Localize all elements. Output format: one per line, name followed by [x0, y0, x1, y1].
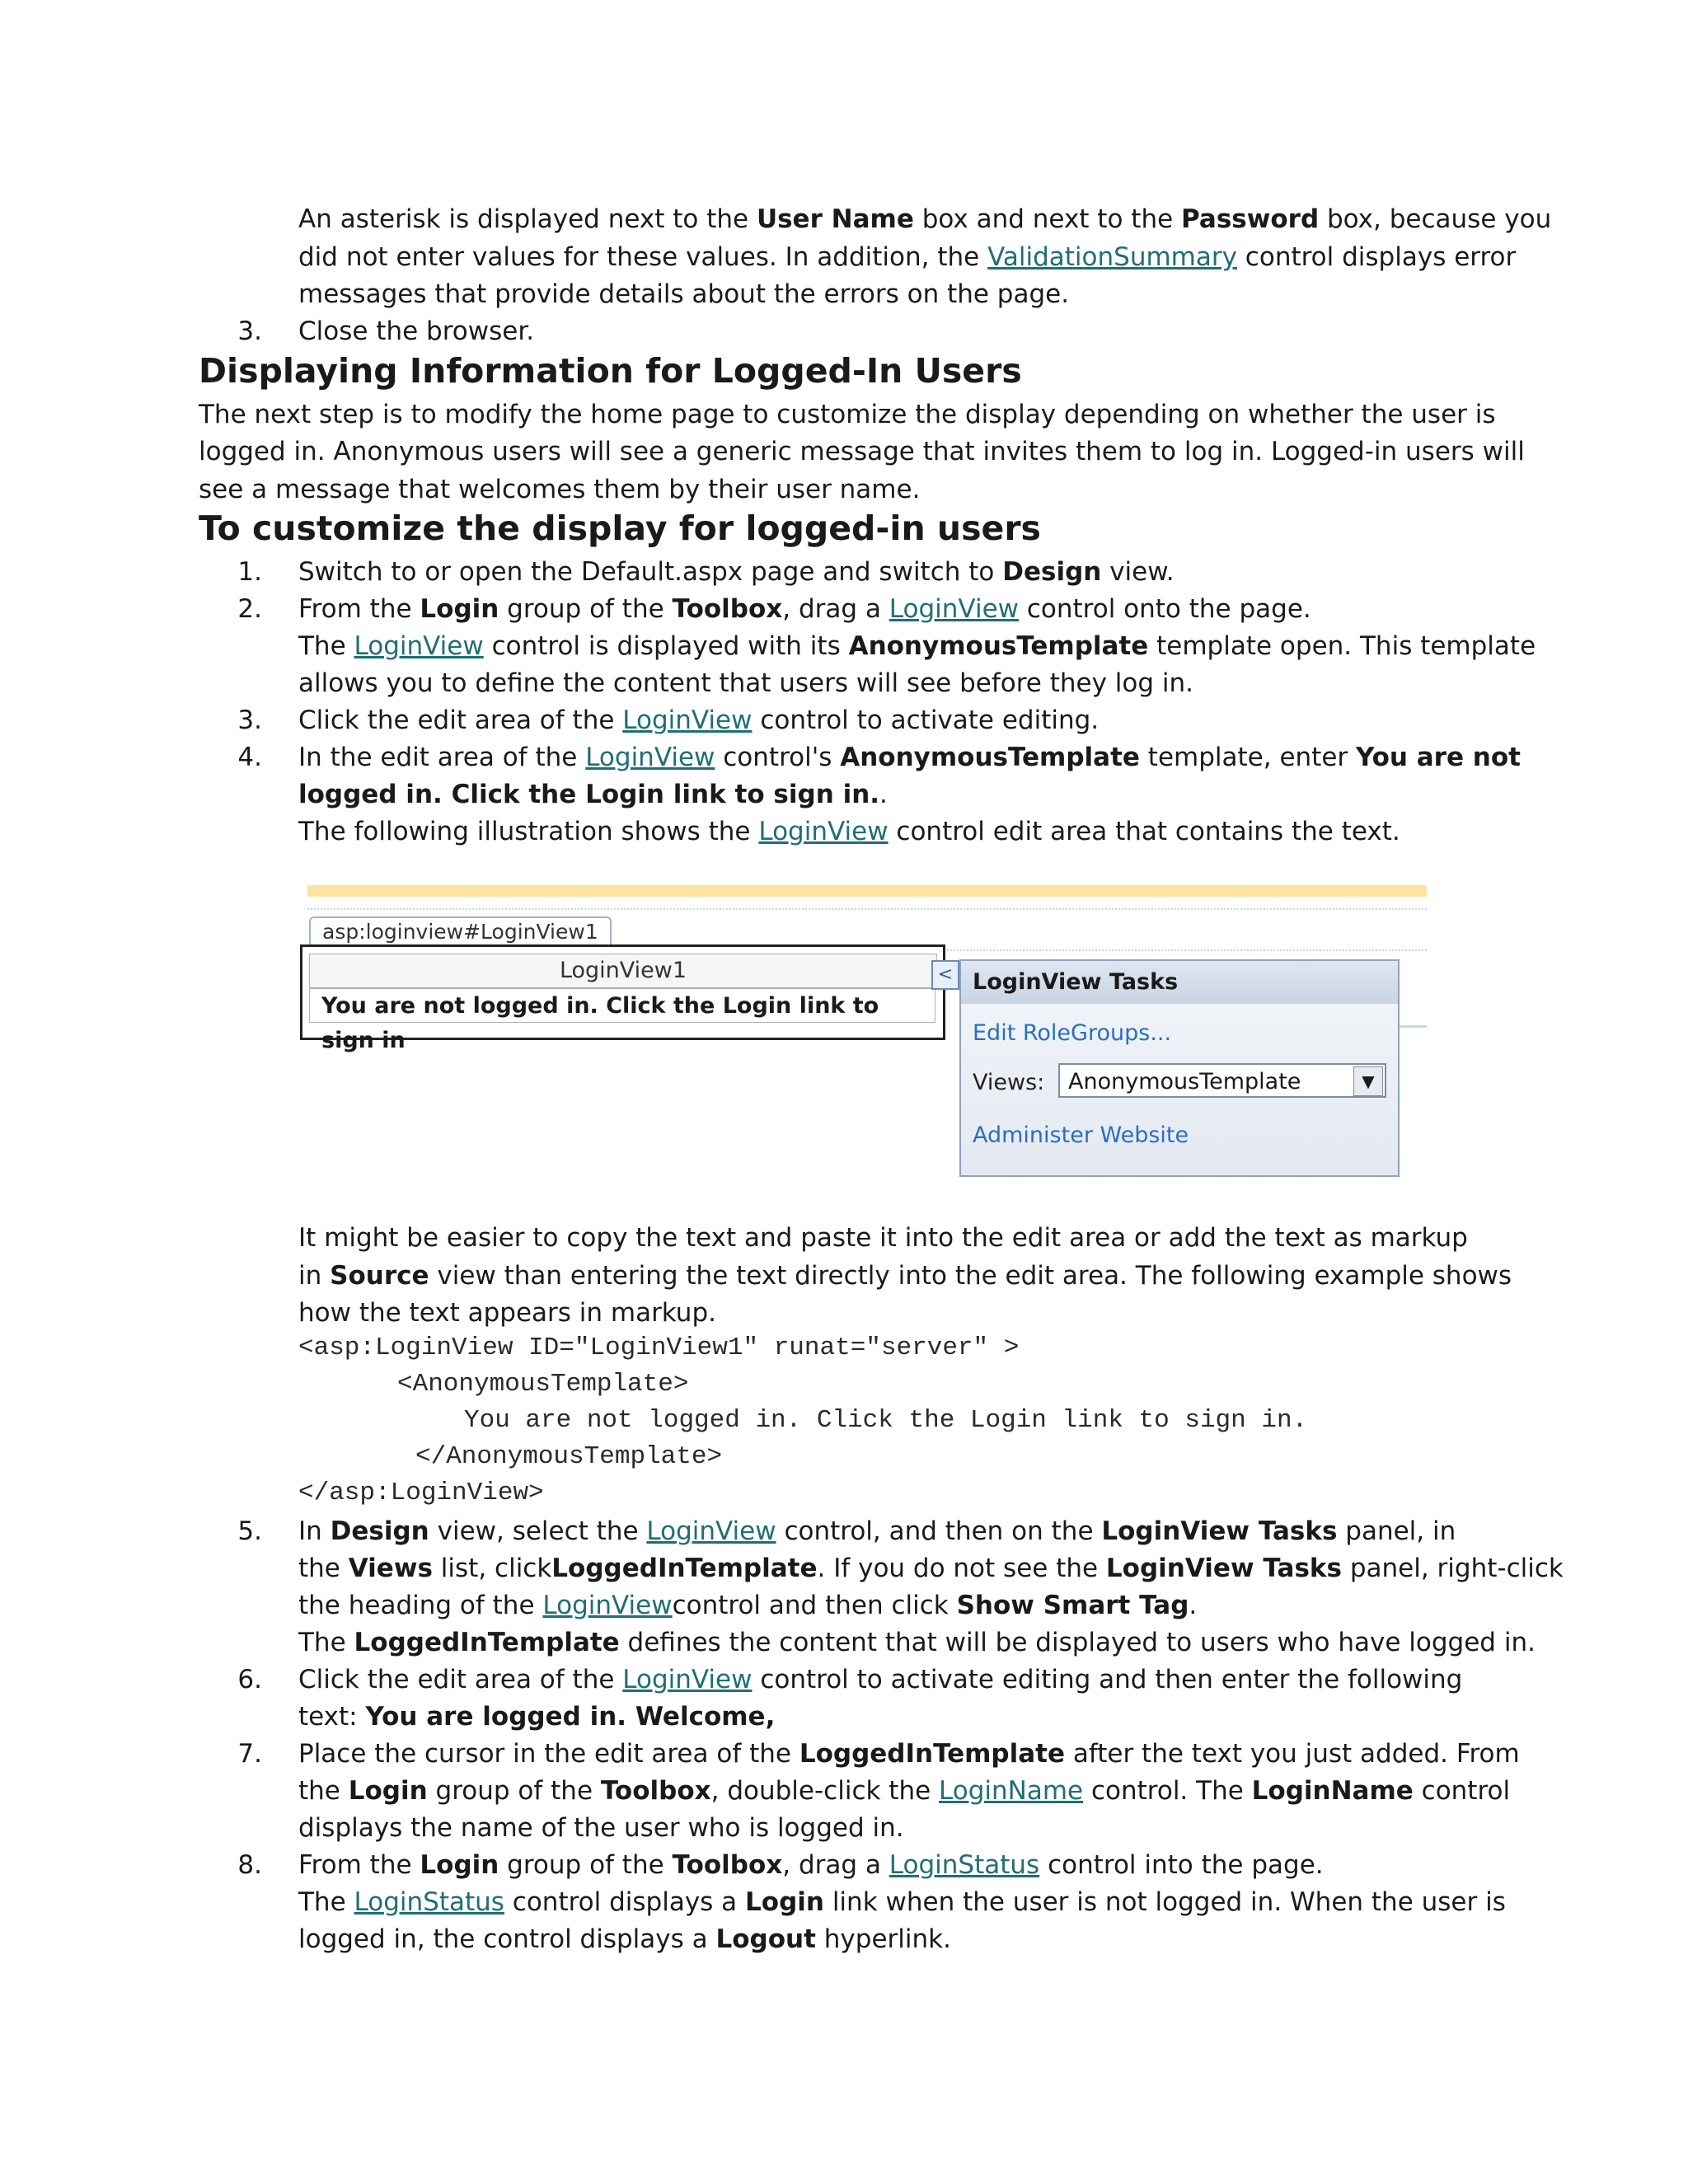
- text: control displays error: [1236, 242, 1517, 272]
- text: , drag a: [782, 1850, 889, 1880]
- code-line: <asp:LoginView ID="LoginView1" runat="server" >: [298, 1333, 1020, 1362]
- text: control, and then on the: [776, 1516, 1102, 1546]
- text: hyperlink.: [815, 1924, 951, 1954]
- term: Source: [330, 1261, 429, 1291]
- intro-line-1: [298, 201, 1551, 238]
- step-3: [298, 702, 1099, 739]
- step-number: 4.: [237, 743, 262, 772]
- step-6-line-2: [298, 1699, 775, 1736]
- paragraph-line: It might be easier to copy the text and paste it into the edit area or add the text as markup: [298, 1223, 1468, 1253]
- text: the heading of the: [298, 1591, 543, 1620]
- step-7-line-2: [298, 1773, 1510, 1810]
- text: control is displayed with its: [483, 631, 849, 661]
- text: Switch to or open the Default.aspx page and switch to: [298, 557, 1003, 587]
- step-2: [298, 591, 1311, 628]
- paragraph-line: [298, 1258, 1512, 1295]
- loginview-link[interactable]: LoginView: [622, 1665, 753, 1694]
- views-label: Views:: [973, 1070, 1045, 1095]
- loginview-screenshot: [300, 883, 1429, 1180]
- text: template open. This template: [1148, 631, 1536, 661]
- step-4: [298, 739, 1521, 776]
- text: .: [1189, 1591, 1198, 1620]
- text: group of the: [427, 1776, 601, 1806]
- text: defines the content that will be displayed to users who have logged in.: [619, 1628, 1536, 1657]
- views-select[interactable]: [1058, 1063, 1386, 1098]
- step-5-line-4: [298, 1624, 1536, 1661]
- control-tag-tab[interactable]: asp:loginview#LoginView1: [309, 916, 612, 946]
- step-7: [298, 1736, 1520, 1773]
- step-number: 6.: [237, 1665, 262, 1694]
- text: control to activate editing.: [752, 705, 1100, 735]
- text: control onto the page.: [1019, 594, 1311, 624]
- step-number: 3.: [237, 705, 262, 735]
- term: Views: [348, 1554, 433, 1583]
- term-user-name: User Name: [756, 204, 914, 234]
- administer-website-link[interactable]: Administer Website: [973, 1122, 1189, 1148]
- code-line: <AnonymousTemplate>: [397, 1370, 689, 1399]
- step-number: 7.: [237, 1739, 262, 1769]
- term: AnonymousTemplate: [848, 631, 1149, 661]
- intro-line-3: messages that provide details about the errors on the page.: [298, 279, 1070, 309]
- dropdown-arrow-icon[interactable]: ▼: [1353, 1066, 1383, 1096]
- tasks-panel-title: LoginView Tasks: [961, 961, 1398, 1004]
- text: template, enter: [1139, 743, 1356, 772]
- text: control edit area that contains the text.: [888, 817, 1400, 846]
- term: LoginView Tasks: [1101, 1516, 1338, 1546]
- loginview-control[interactable]: [300, 944, 945, 1053]
- text: list, click: [432, 1554, 552, 1583]
- designer-guide-line: [307, 908, 1427, 910]
- text: Place the cursor in the edit area of the: [298, 1739, 799, 1769]
- text: text:: [298, 1702, 366, 1732]
- text: the: [298, 1776, 349, 1806]
- text: From the: [298, 594, 420, 624]
- term: LoggedInTemplate: [354, 1628, 620, 1657]
- section-heading-2: To customize the display for logged-in users: [199, 509, 1041, 548]
- code-line: </AnonymousTemplate>: [415, 1442, 723, 1471]
- term: LoginName: [1251, 1776, 1414, 1806]
- text: panel, in: [1337, 1516, 1456, 1546]
- step-8-line-2: [298, 1884, 1506, 1921]
- loginview-link[interactable]: LoginView: [585, 743, 715, 772]
- step-4-line-2: [298, 776, 888, 813]
- paragraph-line: how the text appears in markup.: [298, 1298, 716, 1328]
- text: control and then click: [672, 1591, 957, 1620]
- step-text: Close the browser.: [298, 316, 535, 346]
- step-number: 2.: [237, 594, 262, 624]
- text: The: [298, 631, 354, 661]
- loginstatus-link[interactable]: LoginStatus: [354, 1887, 504, 1917]
- text: view, select the: [429, 1516, 647, 1546]
- term: Show Smart Tag: [956, 1591, 1189, 1620]
- loginview-link[interactable]: LoginView: [542, 1591, 673, 1620]
- text: view.: [1101, 557, 1175, 587]
- code-line: </asp:LoginView>: [298, 1479, 544, 1507]
- step-number: 8.: [237, 1850, 262, 1880]
- text: Click the edit area of the: [298, 705, 623, 735]
- text: The: [298, 1628, 354, 1657]
- text: link when the user is not logged in. When the user is: [823, 1887, 1506, 1917]
- loginview-link[interactable]: LoginView: [889, 594, 1019, 624]
- text: group of the: [499, 594, 673, 624]
- term: logged in. Click the Login link to sign in.: [298, 780, 880, 809]
- text: group of the: [499, 1850, 673, 1880]
- step-4-line-3: [298, 813, 1400, 851]
- loginview-edit-area[interactable]: You are not logged in. Click the Login link to sign in: [309, 988, 935, 1023]
- text: The: [298, 1887, 354, 1917]
- term: Login: [745, 1887, 824, 1917]
- term: Login: [348, 1776, 428, 1806]
- text: control: [1413, 1776, 1511, 1806]
- section-heading-1: Displaying Information for Logged-In Users: [199, 351, 1022, 391]
- step-2-line-3: allows you to define the content that users will see before they log in.: [298, 668, 1193, 698]
- designer-guide-line: [885, 949, 1427, 951]
- text: box, because you: [1319, 204, 1552, 234]
- text: The following illustration shows the: [298, 817, 759, 846]
- text: Click the edit area of the: [298, 1665, 623, 1694]
- term: LoggedInTemplate: [551, 1554, 818, 1583]
- step-6: [298, 1661, 1462, 1699]
- step-1: [298, 554, 1175, 591]
- term-password: Password: [1181, 204, 1320, 234]
- term: Logout: [715, 1924, 816, 1954]
- text: , double-click the: [710, 1776, 940, 1806]
- text: the: [298, 1554, 349, 1583]
- step-number: 1.: [237, 557, 262, 587]
- text: control displays a: [504, 1887, 746, 1917]
- term: Toolbox: [672, 1850, 783, 1880]
- term: Login: [420, 594, 499, 624]
- text: box and next to the: [913, 204, 1182, 234]
- text: .: [879, 780, 888, 809]
- text: In the edit area of the: [298, 743, 586, 772]
- term: Login: [420, 1850, 499, 1880]
- loginview-link[interactable]: LoginView: [354, 631, 484, 661]
- step-2-line-2: [298, 628, 1536, 665]
- text: logged in, the control displays a: [298, 1924, 716, 1954]
- term: Toolbox: [600, 1776, 711, 1806]
- smart-tag-arrow-icon[interactable]: <: [931, 960, 959, 990]
- designer-top-strip: [307, 885, 1427, 897]
- loginstatus-link[interactable]: LoginStatus: [889, 1850, 1040, 1880]
- term: LoggedInTemplate: [799, 1739, 1066, 1769]
- step-8: [298, 1847, 1324, 1884]
- loginname-link[interactable]: LoginName: [939, 1776, 1084, 1806]
- intro-line-2: [298, 239, 1516, 276]
- step-number: 3.: [237, 316, 262, 346]
- step-7-line-3: displays the name of the user who is logged in.: [298, 1813, 904, 1843]
- validationsummary-link[interactable]: ValidationSummary: [987, 242, 1237, 272]
- term: Design: [330, 1516, 429, 1546]
- text: control's: [715, 743, 841, 772]
- text: . If you do not see the: [817, 1554, 1106, 1583]
- text: did not enter values for these values. In addition, the: [298, 242, 988, 272]
- text: An asterisk is displayed next to the: [298, 204, 757, 234]
- text: control into the page.: [1039, 1850, 1324, 1880]
- text: From the: [298, 1850, 420, 1880]
- term: Toolbox: [672, 594, 783, 624]
- text: , drag a: [782, 594, 889, 624]
- term: You are logged in. Welcome,: [365, 1702, 776, 1732]
- step-number: 5.: [237, 1516, 262, 1546]
- views-selected-value: AnonymousTemplate: [1068, 1069, 1301, 1094]
- text: control to activate editing and then enter the following: [752, 1665, 1463, 1694]
- code-line: You are not logged in. Click the Login link to sign in.: [464, 1406, 1308, 1435]
- step-8-line-3: [298, 1921, 951, 1958]
- paragraph-line: The next step is to modify the home page to customize the display depending on whether the user is: [199, 400, 1496, 429]
- text: panel, right-click: [1341, 1554, 1564, 1583]
- text: view than entering the text directly into the edit area. The following example shows: [429, 1261, 1512, 1291]
- text: In: [298, 1516, 331, 1546]
- step-5-line-2: [298, 1550, 1564, 1587]
- text: after the text you just added. From: [1065, 1739, 1520, 1769]
- term: Design: [1002, 557, 1102, 587]
- paragraph-line: logged in. Anonymous users will see a generic message that invites them to log in. Logged-in users will: [199, 437, 1525, 466]
- term: AnonymousTemplate: [840, 743, 1140, 772]
- term: You are not: [1356, 743, 1521, 772]
- text: in: [298, 1261, 331, 1291]
- loginview-link[interactable]: LoginView: [622, 705, 753, 735]
- paragraph-line: see a message that welcomes them by their user name.: [199, 475, 921, 504]
- step-5: [298, 1513, 1456, 1550]
- loginview-control-title: LoginView1: [309, 954, 937, 988]
- loginview-link[interactable]: LoginView: [646, 1516, 776, 1546]
- step-5-line-3: [298, 1587, 1197, 1624]
- term: LoginView Tasks: [1105, 1554, 1342, 1583]
- loginview-link[interactable]: LoginView: [758, 817, 889, 846]
- loginview-tasks-panel: [959, 959, 1400, 1177]
- edit-rolegroups-link[interactable]: Edit RoleGroups...: [973, 1020, 1172, 1046]
- text: control. The: [1083, 1776, 1252, 1806]
